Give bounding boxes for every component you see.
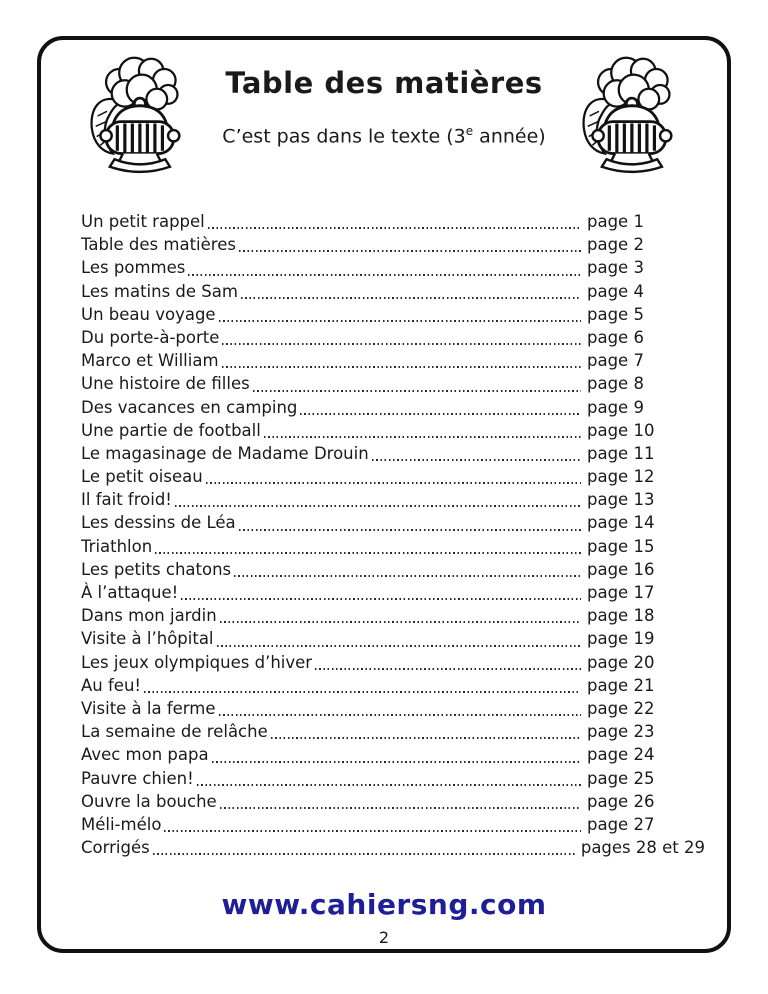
toc-entry-page: page 2 [587, 235, 644, 255]
dotted-leader [220, 807, 581, 809]
toc-entry-title: Des vacances en camping [81, 397, 298, 417]
toc-entry-title: Corrigés [81, 838, 150, 858]
toc-entry-title: Dans mon jardin [81, 606, 217, 626]
toc-row [81, 444, 705, 467]
toc-row [81, 560, 705, 583]
toc-entry-page: page 26 [587, 791, 655, 811]
toc-entry-title: Visite à l’hôpital [81, 629, 214, 649]
toc-entry-page: page 22 [587, 698, 655, 718]
dotted-leader [206, 482, 581, 484]
toc-entry-page: page 11 [587, 443, 655, 463]
toc-entry-page: page 16 [587, 559, 655, 579]
toc-entry-title: Méli-mélo [81, 814, 162, 834]
toc-row [81, 212, 705, 235]
toc-row [81, 537, 705, 560]
toc-row [81, 398, 705, 421]
toc-row [81, 282, 705, 305]
toc-entry-page: page 4 [587, 281, 644, 301]
toc-entry-title: Une partie de football [81, 420, 261, 440]
toc-entry-title: La semaine de relâche [81, 722, 268, 742]
toc-entry-title: Visite à la ferme [81, 698, 216, 718]
dotted-leader [164, 830, 581, 832]
dotted-leader [253, 390, 581, 392]
toc-row [81, 769, 705, 792]
toc-entry-page: page 13 [587, 490, 655, 510]
dotted-leader [208, 227, 581, 229]
toc-row [81, 653, 705, 676]
page-title: Table des matières [225, 66, 543, 100]
toc-entry-title: Le petit oiseau [81, 467, 203, 487]
toc-entry-title: Les dessins de Léa [81, 513, 236, 533]
toc-row [81, 305, 705, 328]
toc-entry-page: page 1 [587, 212, 644, 231]
page-border [37, 36, 731, 953]
toc-row [81, 838, 705, 861]
dotted-leader [239, 529, 581, 531]
toc-entry-title: Triathlon [81, 536, 153, 556]
dotted-leader [264, 436, 581, 438]
toc-entry-page: page 21 [587, 675, 655, 695]
dotted-leader [315, 668, 581, 670]
toc-entry-page: page 24 [587, 745, 655, 765]
dotted-leader [219, 320, 581, 322]
toc-entry-page: page 7 [587, 351, 644, 371]
toc-entry-page: page 27 [587, 814, 655, 834]
toc-row [81, 328, 705, 351]
toc-entry-page: page 14 [587, 513, 655, 533]
toc-entry-page: page 25 [587, 768, 655, 788]
subtitle-text: C’est pas dans le texte (3 [222, 125, 466, 148]
toc-entry-title: Les jeux olympiques d’hiver [81, 652, 313, 672]
toc-row [81, 583, 705, 606]
dotted-leader [222, 366, 581, 368]
toc-row [81, 815, 705, 838]
toc-row [81, 351, 705, 374]
toc-row [81, 490, 705, 513]
toc-entry-title: Le magasinage de Madame Drouin [81, 443, 369, 463]
dotted-leader [155, 552, 581, 554]
subtitle-text-suffix: année) [473, 125, 546, 148]
toc-entry-title: Du porte-à-porte [81, 327, 220, 347]
toc-entry-page: page 10 [587, 420, 655, 440]
toc-row [81, 235, 705, 258]
toc-entry-title: Les pommes [81, 258, 186, 278]
toc-row [81, 629, 705, 652]
website-url: www.cahiersng.com [221, 888, 547, 921]
toc-row [81, 606, 705, 629]
dotted-leader [220, 621, 581, 623]
toc-entry-page: page 9 [587, 397, 644, 417]
toc-entry-title: Les matins de Sam [81, 281, 238, 301]
toc-entry-page: page 17 [587, 583, 655, 602]
dotted-leader [175, 505, 581, 507]
dotted-leader [300, 413, 581, 415]
dotted-leader [197, 784, 581, 786]
dotted-leader [372, 459, 581, 461]
toc-row [81, 792, 705, 815]
toc-entry-title: Il fait froid! [81, 490, 172, 510]
dotted-leader [271, 737, 581, 739]
table-of-contents [81, 212, 705, 861]
toc-entry-title: Un petit rappel [81, 212, 205, 231]
dotted-leader [219, 714, 581, 716]
toc-entry-page: page 18 [587, 606, 655, 626]
toc-entry-page: pages 28 et 29 [580, 838, 705, 858]
dotted-leader [181, 598, 581, 600]
dotted-leader [234, 575, 581, 577]
subtitle-superscript: e [465, 124, 474, 138]
toc-row [81, 421, 705, 444]
toc-entry-page: page 12 [587, 467, 655, 487]
toc-row [81, 374, 705, 397]
dotted-leader [153, 853, 575, 855]
toc-entry-title: Un beau voyage [81, 304, 216, 324]
toc-row [81, 722, 705, 745]
toc-row [81, 676, 705, 699]
toc-entry-page: page 15 [587, 536, 655, 556]
toc-entry-title: Avec mon papa [81, 745, 209, 765]
dotted-leader [217, 645, 581, 647]
toc-entry-page: page 3 [587, 258, 644, 278]
page-subtitle [41, 124, 727, 147]
page-number: 2 [378, 928, 390, 947]
toc-entry-page: page 5 [587, 304, 644, 324]
toc-entry-title: Au feu! [81, 675, 142, 695]
toc-entry-title: À l’attaque! [81, 583, 179, 602]
toc-entry-title: Pauvre chien! [81, 768, 194, 788]
toc-entry-page: page 23 [587, 722, 655, 742]
dotted-leader [239, 250, 581, 252]
dotted-leader [222, 343, 581, 345]
toc-row [81, 699, 705, 722]
toc-entry-page: page 8 [587, 374, 644, 394]
toc-entry-title: Ouvre la bouche [81, 791, 217, 811]
toc-entry-title: Les petits chatons [81, 559, 232, 579]
toc-row [81, 745, 705, 768]
toc-entry-page: page 6 [587, 327, 644, 347]
toc-row [81, 467, 705, 490]
dotted-leader [144, 691, 581, 693]
toc-row [81, 513, 705, 536]
toc-entry-page: page 20 [587, 652, 655, 672]
toc-entry-title: Une histoire de filles [81, 374, 250, 394]
toc-entry-page: page 19 [587, 629, 655, 649]
dotted-leader [212, 761, 581, 763]
dotted-leader [188, 274, 581, 276]
toc-row [81, 258, 705, 281]
toc-entry-title: Marco et William [81, 351, 219, 371]
dotted-leader [241, 297, 581, 299]
toc-entry-title: Table des matières [81, 235, 236, 255]
